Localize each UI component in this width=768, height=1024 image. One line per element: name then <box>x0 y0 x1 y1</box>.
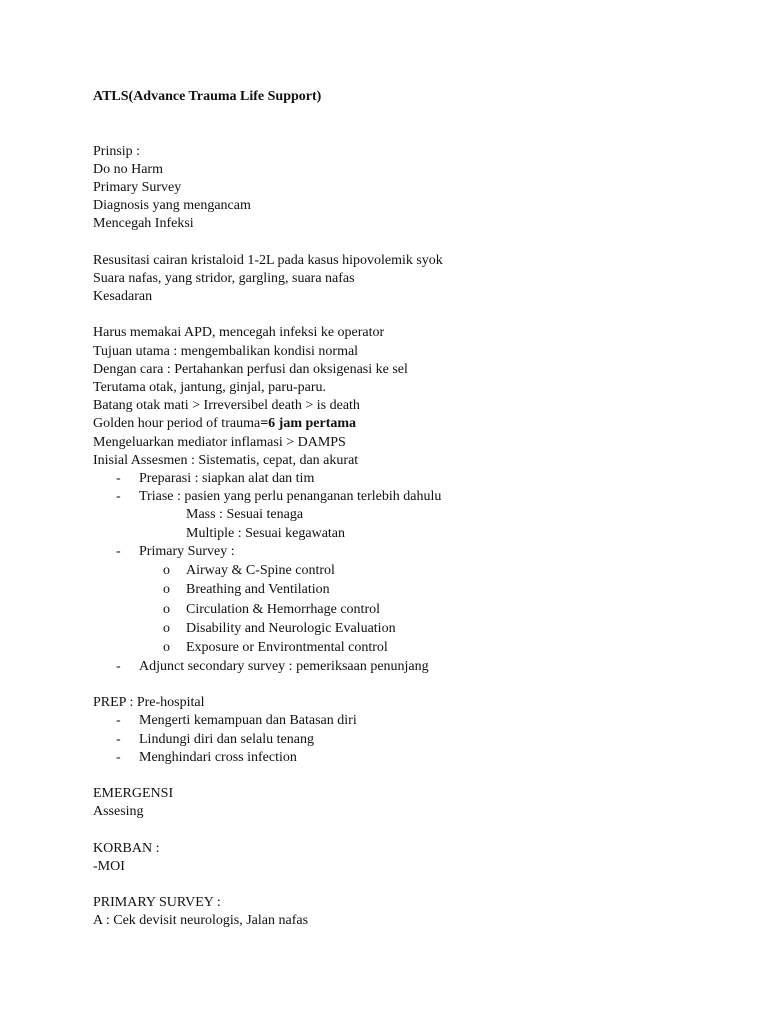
text-line: Suara nafas, yang stridor, gargling, suara nafas <box>93 270 355 286</box>
dash-bullet: - <box>116 470 121 486</box>
sub-list-item <box>93 638 713 657</box>
list-item-text: Preparasi : siapkan alat dan tim <box>139 470 315 486</box>
sub-list-item-text: Exposure or Environtmental control <box>186 640 388 656</box>
list-item <box>93 658 713 676</box>
dash-bullet: - <box>116 713 121 729</box>
spacer <box>93 876 713 894</box>
o-bullet: o <box>163 640 170 656</box>
indented-text: Multiple : Sesuai kegawatan <box>186 525 346 541</box>
sub-list-item <box>93 619 713 638</box>
indented-text: Mass : Sesuai tenaga <box>186 507 304 523</box>
o-bullet: o <box>163 621 170 637</box>
sub-list-item-text: Airway & C-Spine control <box>186 562 335 578</box>
spacer <box>93 306 713 324</box>
golden-hour-line <box>93 415 713 433</box>
dash-bullet: - <box>116 731 121 747</box>
korban-heading: KORBAN : <box>93 840 160 856</box>
indented-line <box>93 506 713 524</box>
text-line: Terutama otak, jantung, ginjal, paru-paru. <box>93 380 327 396</box>
list-item-text: Adjunct secondary survey : pemeriksaan penunjang <box>139 658 429 674</box>
list-item <box>93 731 713 749</box>
o-bullet: o <box>163 562 170 578</box>
dash-bullet: - <box>116 489 121 505</box>
text-line: Kesadaran <box>93 289 153 305</box>
list-item-text: Primary Survey : <box>139 543 235 559</box>
prinsip-item: Diagnosis yang mengancam <box>93 198 251 214</box>
golden-hour-prefix: Golden hour period of trauma <box>93 416 261 432</box>
list-item-text: Menghindari cross infection <box>139 749 297 765</box>
spacer <box>93 234 713 252</box>
primary-survey-heading: PRIMARY SURVEY : <box>93 895 221 911</box>
text-line: Resusitasi cairan kristaloid 1-2L pada kasus hipovolemik syok <box>93 252 443 268</box>
golden-hour-bold: =6 jam pertama <box>260 416 357 432</box>
indented-line <box>93 525 713 543</box>
list-item <box>93 488 713 506</box>
text-line: Inisial Assesmen : Sistematis, cepat, dan akurat <box>93 452 359 468</box>
text-line: Dengan cara : Pertahankan perfusi dan oksigenasi ke sel <box>93 361 408 377</box>
document-content <box>93 88 713 931</box>
spacer <box>93 822 713 840</box>
list-item <box>93 543 713 561</box>
spacer <box>93 676 713 694</box>
list-item-text: Mengerti kemampuan dan Batasan diri <box>139 713 357 729</box>
emergensi-item: Assesing <box>93 804 144 820</box>
prep-heading: PREP : Pre-hospital <box>93 695 205 711</box>
sub-list-item-text: Breathing and Ventilation <box>186 582 330 598</box>
sub-list-item <box>93 561 713 580</box>
list-item-text: Triase : pasien yang perlu penanganan terlebih dahulu <box>139 489 442 505</box>
prinsip-item: Mencegah Infeksi <box>93 216 194 232</box>
sub-list-item-text: Disability and Neurologic Evaluation <box>186 621 396 637</box>
primary-survey-item: A : Cek devisit neurologis, Jalan nafas <box>93 913 309 929</box>
document-title: ATLS(Advance Trauma Life Support) <box>93 89 322 104</box>
list-item-text: Lindungi diri dan selalu tenang <box>139 731 314 747</box>
list-item <box>93 470 713 488</box>
korban-item: -MOI <box>93 858 125 874</box>
list-item <box>93 749 713 767</box>
prinsip-item: Primary Survey <box>93 179 182 195</box>
dash-bullet: - <box>116 749 121 765</box>
text-line: Batang otak mati > Irreversibel death > is death <box>93 398 360 414</box>
sub-list-item-text: Circulation & Hemorrhage control <box>186 601 380 617</box>
dash-bullet: - <box>116 543 121 559</box>
sub-list-item <box>93 580 713 599</box>
dash-bullet: - <box>116 658 121 674</box>
prinsip-heading: Prinsip : <box>93 143 141 159</box>
prinsip-item: Do no Harm <box>93 161 163 177</box>
emergensi-heading: EMERGENSI <box>93 786 174 802</box>
list-item <box>93 712 713 730</box>
spacer <box>93 106 713 142</box>
o-bullet: o <box>163 601 170 617</box>
spacer <box>93 767 713 785</box>
text-line: Mengeluarkan mediator inflamasi > DAMPS <box>93 434 346 450</box>
text-line: Harus memakai APD, mencegah infeksi ke operator <box>93 325 385 341</box>
o-bullet: o <box>163 582 170 598</box>
text-line: Tujuan utama : mengembalikan kondisi normal <box>93 343 359 359</box>
sub-list-item <box>93 600 713 619</box>
